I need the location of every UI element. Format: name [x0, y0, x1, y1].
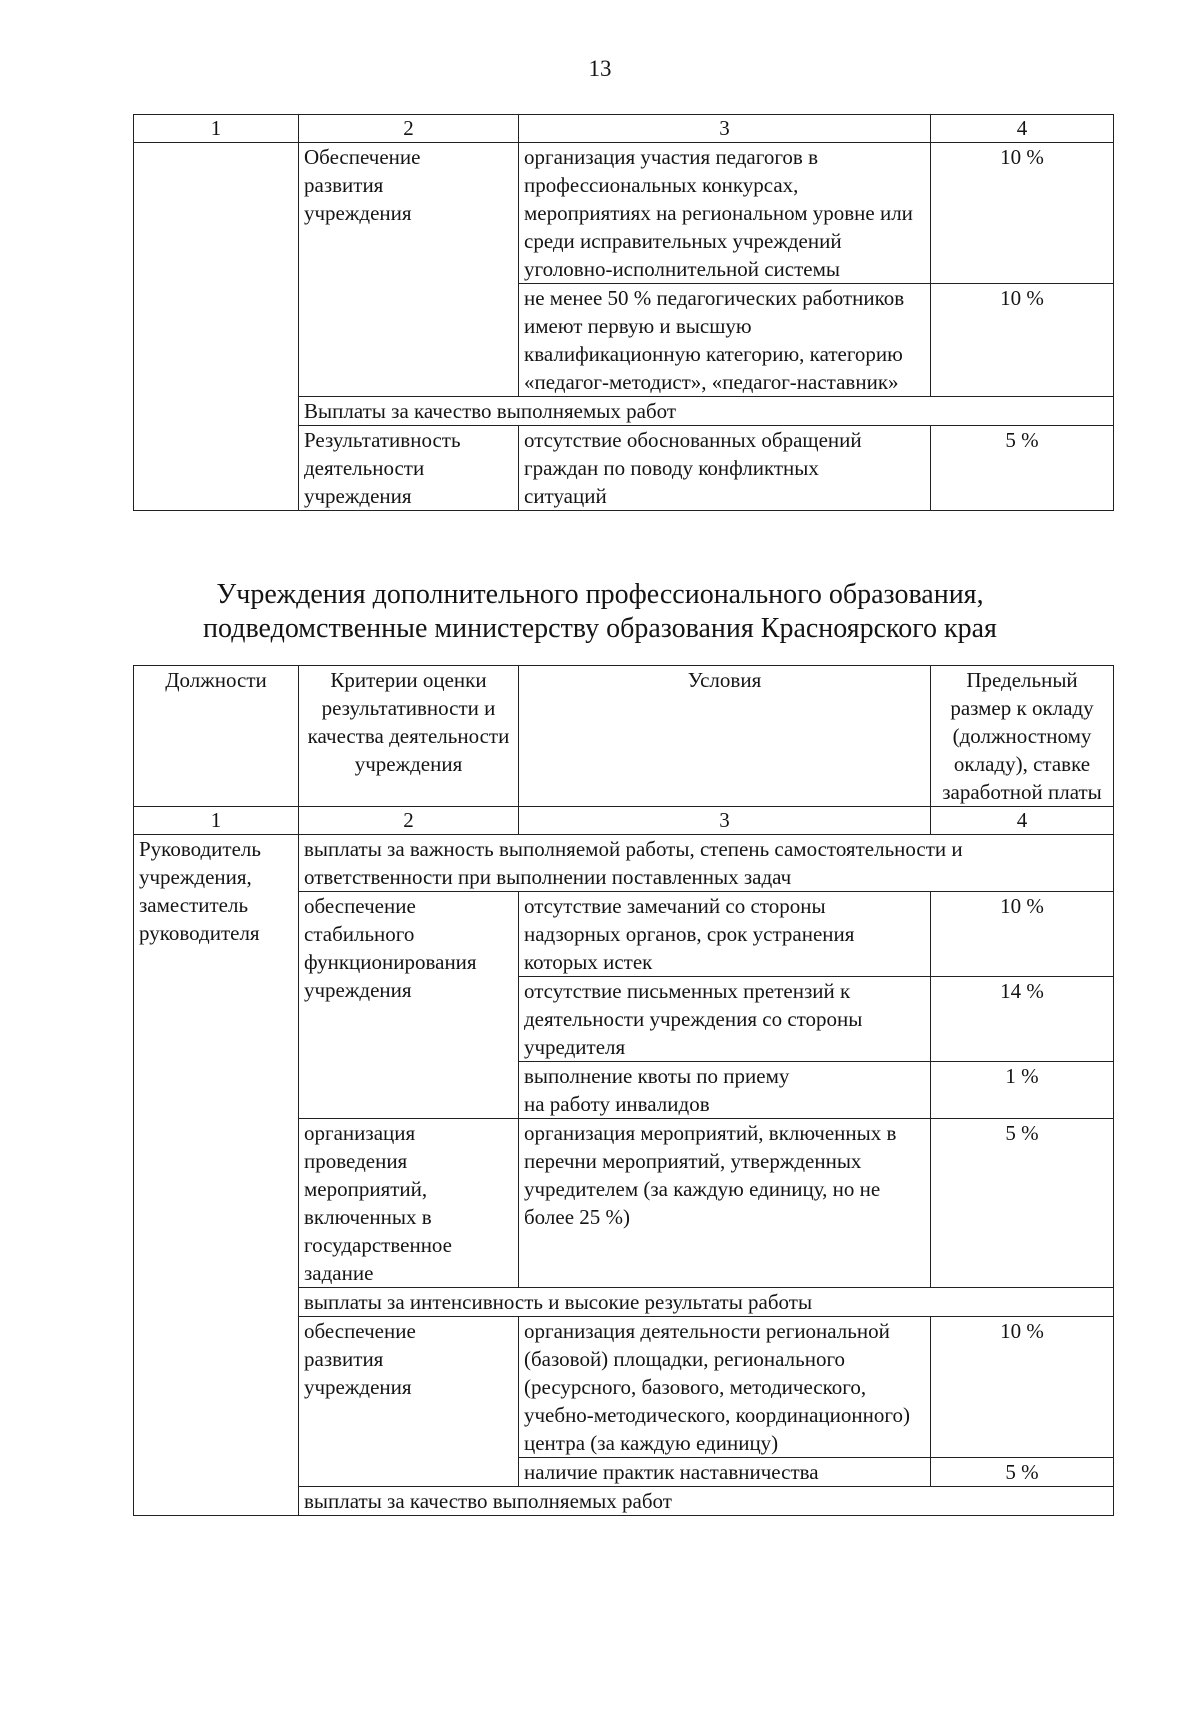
group-heading: выплаты за важность выполняемой работы, степень самостоятельности и ответственности при выполнении поставленных задач: [299, 835, 1114, 892]
header-conditions: Условия: [519, 666, 931, 807]
section-title-line: Учреждения дополнительного профессионального образования,: [216, 579, 984, 610]
criteria-table: [133, 665, 1114, 1516]
table-row: [134, 143, 1114, 284]
column-numbers-row: [134, 115, 1114, 143]
condition-cell: отсутствие замечаний со стороны надзорных органов, срок устранения которых истек: [519, 892, 931, 977]
column-numbers-row: [134, 807, 1114, 835]
header-limit: Предельный размер к окладу (должностному окладу), ставке заработной платы: [931, 666, 1114, 807]
column-number: 3: [519, 115, 931, 143]
condition-cell: организация деятельности региональной (базовой) площадки, регионального (ресурсного, базового, методического, учебно-методического, координационного) центра (за каждую единицу): [519, 1317, 931, 1458]
group-heading: выплаты за качество выполняемых работ: [299, 1487, 1114, 1516]
condition-cell: отсутствие письменных претензий к деятельности учреждения со стороны учредителя: [519, 977, 931, 1062]
criterion-cell: Обеспечение развития учреждения: [299, 143, 519, 397]
header-row: [134, 666, 1114, 807]
page-number: 13: [588, 56, 612, 81]
column-number: 1: [134, 115, 299, 143]
section-title-line: подведомственные министерству образования Красноярского края: [203, 613, 997, 644]
column-number: 2: [299, 115, 519, 143]
condition-cell: наличие практик наставничества: [519, 1458, 931, 1487]
condition-cell: отсутствие обоснованных обращений граждан по поводу конфликтных ситуаций: [519, 426, 931, 511]
value-cell: 5 %: [931, 426, 1114, 511]
column-number: 2: [299, 807, 519, 835]
header-criteria: Критерии оценки результативности и качества деятельности учреждения: [299, 666, 519, 807]
position-cell-empty: [134, 143, 299, 511]
section-title: [0, 578, 1200, 646]
column-number: 1: [134, 807, 299, 835]
value-cell: 10 %: [931, 284, 1114, 397]
condition-cell: не менее 50 % педагогических работников имеют первую и высшую квалификационную категорию, категорию «педагог-методист», «педагог-наставник»: [519, 284, 931, 397]
value-cell: 10 %: [931, 143, 1114, 284]
criterion-cell: организация проведения мероприятий, включенных в государственное задание: [299, 1119, 519, 1288]
value-cell: 5 %: [931, 1458, 1114, 1487]
criterion-cell: обеспечение стабильного функционирования учреждения: [299, 892, 519, 1119]
column-number: 4: [931, 807, 1114, 835]
group-row: [134, 835, 1114, 892]
criterion-cell: Результативность деятельности учреждения: [299, 426, 519, 511]
group-heading: Выплаты за качество выполняемых работ: [299, 397, 1114, 426]
value-cell: 14 %: [931, 977, 1114, 1062]
condition-cell: организация мероприятий, включенных в перечни мероприятий, утвержденных учредителем (за каждую единицу, но не более 25 %): [519, 1119, 931, 1288]
value-cell: 5 %: [931, 1119, 1114, 1288]
condition-cell: организация участия педагогов в профессиональных конкурсах, мероприятиях на региональном уровне или среди исправительных учреждений уголовно-исполнительной системы: [519, 143, 931, 284]
header-positions: Должности: [134, 666, 299, 807]
position-cell: Руководитель учреждения, заместитель руководителя: [134, 835, 299, 1516]
column-number: 4: [931, 115, 1114, 143]
value-cell: 10 %: [931, 892, 1114, 977]
group-heading: выплаты за интенсивность и высокие результаты работы: [299, 1288, 1114, 1317]
value-cell: 10 %: [931, 1317, 1114, 1458]
column-number: 3: [519, 807, 931, 835]
condition-cell: выполнение квоты по приему на работу инвалидов: [519, 1062, 931, 1119]
table-continued: [133, 114, 1114, 511]
value-cell: 1 %: [931, 1062, 1114, 1119]
criterion-cell: обеспечение развития учреждения: [299, 1317, 519, 1487]
